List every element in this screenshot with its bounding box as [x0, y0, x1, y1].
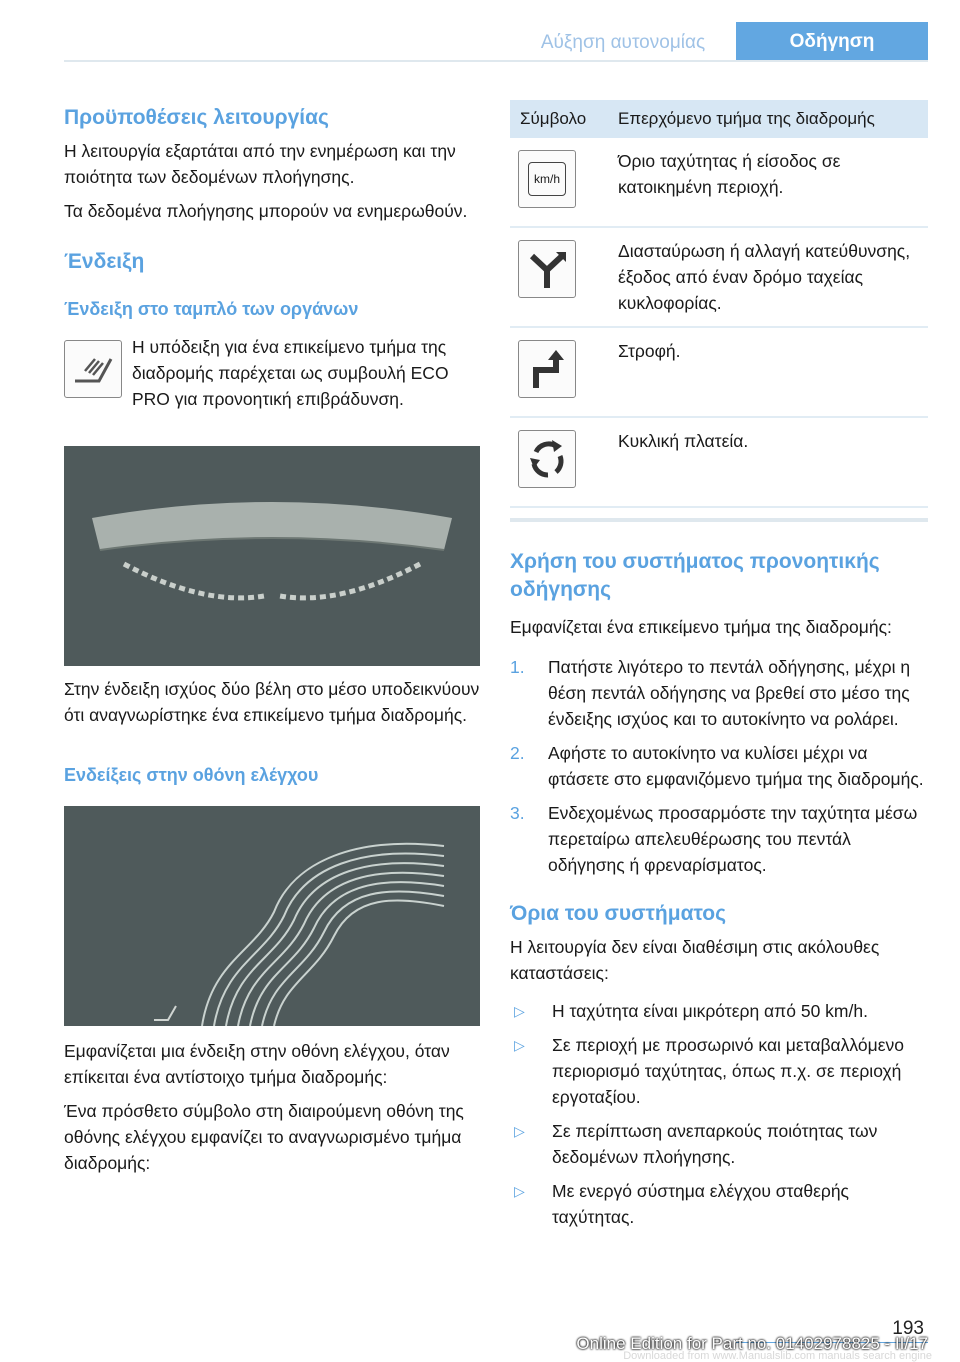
- control-display-heading: Ενδείξεις στην οθόνη ελέγχου: [64, 765, 319, 785]
- header-rule: [64, 60, 928, 62]
- eco-pro-tip: [64, 334, 480, 412]
- segment-column-header: Επερχόμενο τμήμα της διαδρομής: [608, 100, 928, 138]
- junction-icon: [518, 240, 576, 298]
- table-row: [510, 417, 928, 507]
- list-item: [510, 1118, 928, 1170]
- right-column: [510, 100, 928, 1238]
- symbol-table-header: [510, 100, 928, 138]
- prereq-paragraph-2: Τα δεδομένα πλοήγησης μπορούν να ενημερωθούν.: [64, 201, 468, 221]
- edition-footer: Online Edition for Part no. 01402978825 - II/17: [576, 1334, 928, 1353]
- step-number: 3.: [510, 803, 525, 823]
- control-display-paragraph-1: Εμφανίζεται μια ένδειξη στην οθόνη ελέγχου, όταν επίκειται ένα αντίστοιχο τμήμα διαδρομής:: [64, 1041, 450, 1087]
- step-text: Ενδεχομένως προσαρμόστε την ταχύτητα μέσω περεταίρω απελευθέρωσης του πεντάλ οδήγησης ή φρεναρίσματος.: [548, 803, 918, 875]
- segment-description: Διασταύρωση ή αλλαγή κατεύθυνσης, έξοδος από έναν δρόμο ταχείας κυκλοφορίας.: [608, 227, 928, 327]
- header-chapter-label: Οδήγηση: [736, 22, 928, 62]
- step-text: Αφήστε το αυτοκίνητο να κυλίσει μέχρι να φτάσετε στο εμφανιζόμενο τμήμα της διαδρομής.: [548, 743, 924, 789]
- limit-text: Σε περιοχή με προσωρινό και μεταβαλλόμενο περιορισμό ταχύτητας, όπως π.χ. σε περιοχή εργοταξίου.: [552, 1035, 904, 1107]
- control-display-image: [64, 806, 480, 1026]
- bullet-triangle-icon: ▷: [514, 1123, 525, 1139]
- list-item: [510, 800, 928, 878]
- segment-description: Κυκλική πλατεία.: [608, 417, 928, 507]
- segment-description: Όριο ταχύτητας ή είσοδος σε κατοικημένη περιοχή.: [608, 138, 928, 227]
- control-display-paragraph-2: Ένα πρόσθετο σύμβολο στη διαιρούμενη οθόνη της οθόνης ελέγχου εμφανίζει το αναγνωρισμένο τμήμα διαδρομής:: [64, 1101, 464, 1173]
- section-divider: [510, 518, 928, 522]
- symbol-table: [510, 100, 928, 508]
- display-heading: Ένδειξη: [64, 250, 145, 273]
- table-row: [510, 327, 928, 417]
- bullet-triangle-icon: ▷: [514, 1037, 525, 1053]
- segment-description: Στροφή.: [608, 327, 928, 417]
- list-item: [510, 654, 928, 732]
- use-heading: Χρήση του συστήματος προνοητικής οδήγησης: [510, 550, 880, 601]
- step-number: 2.: [510, 743, 525, 763]
- instrument-cluster-image: [64, 446, 480, 666]
- steps-list: [510, 654, 928, 878]
- table-row: [510, 138, 928, 227]
- list-item: [510, 740, 928, 792]
- page-number: 193: [892, 1318, 924, 1339]
- turn-icon: [518, 340, 576, 398]
- download-watermark: Downloaded from www.Manualslib.com manuals search engine: [623, 1350, 932, 1362]
- step-text: Πατήστε λιγότερο το πεντάλ οδήγησης, μέχρι η θέση πεντάλ οδήγησης να βρεθεί στο μέσο της ένδειξης ισχύος και το αυτοκίνητο να ρολάρει.: [548, 657, 911, 729]
- limits-intro: Η λειτουργία δεν είναι διαθέσιμη στις ακόλουθες καταστάσεις:: [510, 937, 880, 983]
- list-item: [510, 1178, 928, 1230]
- limit-text: Η ταχύτητα είναι μικρότερη από 50 km/h.: [552, 1001, 868, 1021]
- table-row: [510, 227, 928, 327]
- prereq-paragraph-1: Η λειτουργία εξαρτάται από την ενημέρωση και την ποιότητα των δεδομένων πλοήγησης.: [64, 141, 456, 187]
- list-item: [510, 1032, 928, 1110]
- dash-caption: Στην ένδειξη ισχύος δύο βέλη στο μέσο υποδεικνύουν ότι αναγνωρίστηκε ένα επικείμενο τμήμα διαδρομής.: [64, 679, 480, 725]
- list-item: [510, 998, 928, 1024]
- dash-heading: Ένδειξη στο ταμπλό των οργάνων: [64, 299, 359, 319]
- roundabout-icon: [518, 430, 576, 488]
- left-column: [64, 100, 480, 1176]
- bullet-triangle-icon: ▷: [514, 1183, 525, 1199]
- eco-pro-icon: [64, 340, 122, 398]
- speed-limit-icon: km/h: [518, 150, 576, 208]
- limits-list: [510, 998, 928, 1230]
- dash-paragraph: Η υπόδειξη για ένα επικείμενο τμήμα της διαδρομής παρέχεται ως συμβουλή ECO PRO για προνοητική επιβράδυνση.: [132, 337, 449, 409]
- limits-heading: Όρια του συστήματος: [510, 902, 727, 925]
- limit-text: Με ενεργό σύστημα ελέγχου σταθερής ταχύτητας.: [552, 1181, 849, 1227]
- bullet-triangle-icon: ▷: [514, 1003, 525, 1019]
- symbol-column-header: Σύμβολο: [510, 100, 608, 138]
- header-section-label: Αύξηση αυτονομίας: [540, 32, 706, 53]
- step-number: 1.: [510, 657, 525, 677]
- prereq-heading: Προϋποθέσεις λειτουργίας: [64, 106, 329, 129]
- limit-text: Σε περίπτωση ανεπαρκούς ποιότητας των δεδομένων πλοήγησης.: [552, 1121, 878, 1167]
- use-intro: Εμφανίζεται ένα επικείμενο τμήμα της διαδρομής:: [510, 617, 892, 637]
